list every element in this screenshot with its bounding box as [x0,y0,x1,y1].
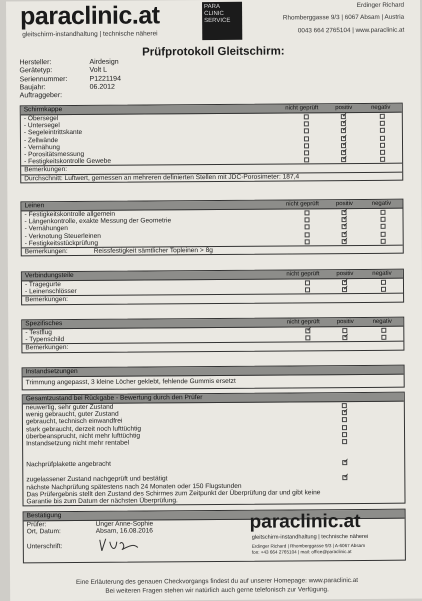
check-mark-icon: ✓ [342,278,349,286]
zugelassen-label: zugelassener Zustand nachgeprüft und bestätigt [26,475,168,484]
check-mark-icon: ✓ [342,236,349,244]
section-instandsetzungen [22,365,405,391]
check-mark-icon: ✓ [341,126,348,134]
check-mark-icon: ✓ [343,458,350,466]
check-mark-icon: ✓ [342,408,349,416]
company-logo: paraclinic.at [20,1,160,31]
checkbox-nicht-geprueft[interactable] [305,232,310,237]
checkbox-negativ[interactable] [380,135,385,140]
section-schirmkappe [20,103,404,183]
contact-phone-web: 0043 664 2765104 | www.paraclinic.at [297,26,405,35]
condition-checkbox[interactable] [342,425,347,430]
check-item-label: - Testflug [25,329,52,337]
section-title: Spezifisches [25,320,63,328]
checkbox-negativ[interactable] [380,114,385,119]
checkbox-nicht-geprueft[interactable] [305,218,310,223]
condition-label: gebraucht, technisch einwandfrei [25,418,123,426]
contact-address: Rhomberggasse 9/3 | 6067 Absam | Austria [282,13,405,22]
disclaimer-line-1: Das Prüfergebnis stellt den Zustand des Schirmes zum Zeitpunkt der Überprüfung dar und gibt keine [26,488,321,499]
checkbox-nicht-geprueft[interactable] [304,210,309,215]
condition-checkbox[interactable] [342,417,347,422]
checkbox-positiv[interactable] [342,287,347,292]
section-title: Instandsetzungen [25,367,78,376]
checkbox-nicht-geprueft[interactable] [304,136,309,141]
condition-label: überbeansprucht, nicht mehr lufttüchtig [26,432,141,441]
check-item-label: - Festigkeitskontrolle allgemein [24,210,116,219]
check-item-label: - Festigkeitskontrolle Gewebe [24,157,112,166]
col-negativ: negativ [371,104,391,111]
check-item-label: - Vernähung [24,143,60,152]
col-positiv: positiv [335,105,353,112]
checkbox-positiv[interactable] [341,155,349,163]
section-title: Verbindungsteile [24,271,74,280]
checkbox-nicht-geprueft[interactable] [304,157,309,162]
letterhead [6,0,420,47]
checkbox-nicht-geprueft[interactable] [304,143,309,148]
section-verbindungsteile [21,269,404,305]
check-item-label: - Typenschild [25,336,65,344]
section-bestaetigung [23,509,406,564]
check-mark-icon: ✓ [341,133,348,141]
checkbox-nicht-geprueft[interactable] [304,150,309,155]
info-label-baujahr: Baujahr: [19,84,46,92]
check-item-label: - Verknotung Steuerleinen [24,232,101,240]
stamp-address: Erdinger Richard | Rhomberggasse 9/3 | A-6067 Absam [251,542,366,549]
col-nicht-geprueft: nicht geprüft [285,105,319,112]
checkbox-nicht-geprueft[interactable] [305,288,310,293]
check-item-label: - Vernähungen [24,225,68,233]
col-nicht-geprueft: nicht geprüft [286,271,320,278]
protocol-sheet [6,0,422,601]
check-mark-icon: ✓ [342,208,349,216]
checkbox-negativ[interactable] [380,210,385,215]
pruefer-label: Prüfer: [26,521,47,529]
ort-datum-label: Ort, Datum: [26,528,61,536]
zugelassen-checkbox[interactable] [342,473,350,481]
checkbox-nicht-geprueft[interactable] [305,280,310,285]
info-label-hersteller: Hersteller: [19,59,52,67]
pruefer-name: Unger Anne-Sophie [95,520,154,528]
info-value-hersteller: Airdesign [89,58,119,66]
stamp-tagline: gleitschirm-instandhaltung | technische näherei [251,533,369,541]
checkbox-negativ[interactable] [380,150,385,155]
condition-label: Instandsetzung nicht mehr rentabel [26,439,130,448]
checkbox-negativ[interactable] [380,121,385,126]
checkbox-negativ[interactable] [381,335,386,340]
check-item-label: - Festigkeitsstückprüfung [24,239,99,248]
info-value-typ: Volt L [89,67,108,75]
check-item-label: - Zellwände [23,136,59,144]
check-item-label: - Längenkontrolle, exakte Messung der Geometrie [24,217,172,226]
condition-checkbox[interactable] [342,432,347,437]
check-item-label: - Tragegurte [24,281,61,289]
checkbox-negativ[interactable] [381,239,386,244]
device-info [19,57,399,101]
col-positiv: positiv [336,271,354,278]
check-mark-icon: ✓ [343,473,350,481]
checkbox-negativ[interactable] [381,328,386,333]
info-value-baujahr: 06.2012 [89,83,115,91]
checkbox-nicht-geprueft[interactable] [304,122,309,127]
checkbox-nicht-geprueft[interactable] [304,114,309,119]
section-title: Bestätigung [26,512,62,520]
col-nicht-geprueft: nicht geprüft [285,201,319,208]
next-check-note: nächste Nachprüfung spätestens nach 24 Monaten oder 150 Flugstunden [26,482,242,491]
info-label-typ: Gerätetyp: [19,67,53,75]
company-tagline: gleitschirm-instandhaltung | technische näherei [22,30,158,39]
check-mark-icon: ✓ [341,112,348,120]
brand-badge: PARA CLINIC SERVICE [202,2,242,40]
signature [96,536,156,554]
col-positiv: positiv [336,319,354,326]
condition-checkbox[interactable] [342,439,347,444]
checkbox-nicht-geprueft[interactable] [305,336,310,341]
col-positiv: positiv [335,201,353,208]
check-mark-icon: ✓ [306,326,313,334]
bemerkungen-label: Bemerkungen: [24,166,68,174]
checkbox-negativ[interactable] [380,157,385,162]
unterschrift-label: Unterschrift: [26,543,63,551]
checkbox-negativ[interactable] [380,128,385,133]
info-label-serial: Seriennummer: [19,75,68,83]
condition-label: wenig gebraucht, guter Zustand [25,410,119,419]
bemerkungen-label: Bemerkungen: [25,344,69,352]
check-mark-icon: ✓ [342,215,349,223]
checkbox-negativ[interactable] [381,287,386,292]
check-item-label: - Untersegel [23,122,60,130]
section-gesamtzustand [22,392,406,507]
checkbox-negativ[interactable] [381,280,386,285]
check-item-label: - Obersegel [23,115,59,123]
condition-checkbox[interactable] [342,410,347,415]
plakette-checkbox[interactable] [342,458,350,466]
checkbox-nicht-geprueft[interactable] [304,129,309,134]
checkbox-nicht-geprueft[interactable] [305,326,313,334]
checkbox-nicht-geprueft[interactable] [305,225,310,230]
check-mark-icon: ✓ [342,222,349,230]
disclaimer-line-2: Garantie bis zum Datum der nächsten Überprüfung. [26,497,178,506]
checkbox-negativ[interactable] [380,143,385,148]
bemerkungen-label: Bemerkungen: [24,247,68,256]
stamp-logo: paraclinic.at [249,510,361,533]
footer-line-2: Bei weiteren Fragen stehen wir natürlich auch gerne telefonisch zur Verfügung. [105,586,329,595]
stamp-contact: fon: +43 664 2765104 | mail: office@paraclinic.at [251,549,352,555]
checkbox-nicht-geprueft[interactable] [305,239,310,244]
repairs-text: Trimmung angepasst, 3 kleine Löcher geklebt, fehlende Gummis ersetzt [25,377,236,387]
check-mark-icon: ✓ [341,119,348,127]
section-spezifisches [21,317,404,353]
porosity-note: Durchschnitt: Luftwert, gemessen an mehreren definierten Stellen mit JDC-Porosimeter: 187,4 [24,172,300,182]
section-title: Leinen [24,202,45,210]
check-item-label: - Leinenschlösser [25,288,77,296]
plakette-label: Nachprüfplakette angebracht [26,460,111,469]
condition-label: stark gebraucht, derzeit noch lufttüchtig [25,425,142,433]
checkbox-negativ[interactable] [381,224,386,229]
col-negativ: negativ [371,200,392,207]
info-label-auftraggeber: Auftraggeber: [19,92,63,100]
section-leinen [20,199,403,257]
checkbox-negativ[interactable] [381,231,386,236]
check-item-label: - Segeleintrittskante [23,129,83,137]
footer-line-1: Eine Erläuterung des genauen Checkvorgangs findest du auf unserer Homepage: www.paraclinic.at [75,577,359,586]
check-mark-icon: ✓ [343,333,350,341]
check-mark-icon: ✓ [342,285,349,293]
check-mark-icon: ✓ [342,155,349,163]
contact-name: Erdinger Richard [356,1,405,9]
document-title: Prüfprotokoll Gleitschirm: [142,45,285,59]
checkbox-negativ[interactable] [381,217,386,222]
col-negativ: negativ [372,318,392,325]
col-nicht-geprueft: nicht geprüft [286,319,320,326]
bemerkungen-label: Bemerkungen: [25,296,69,304]
check-item-label: - Porositätsmessung [24,150,85,159]
info-value-serial: P1221194 [89,75,121,83]
check-mark-icon: ✓ [341,140,348,148]
section-title: Schirmkappe [23,106,63,114]
bemerkungen-value: Reissfestigkeit sämtlicher Topleinen > 8g [93,246,213,255]
check-mark-icon: ✓ [342,229,349,237]
ort-datum-value: Absam, 16.08.2016 [95,527,153,536]
condition-label: neuwertig, sehr guter Zustand [25,403,114,412]
checkbox-positiv[interactable] [342,333,350,341]
col-negativ: negativ [372,270,392,277]
checkbox-positiv[interactable] [342,236,349,244]
section-title: Gesamtzustand bei Rückgabe - Bewertung durch den Prüfer [25,394,203,403]
check-mark-icon: ✓ [342,147,348,156]
